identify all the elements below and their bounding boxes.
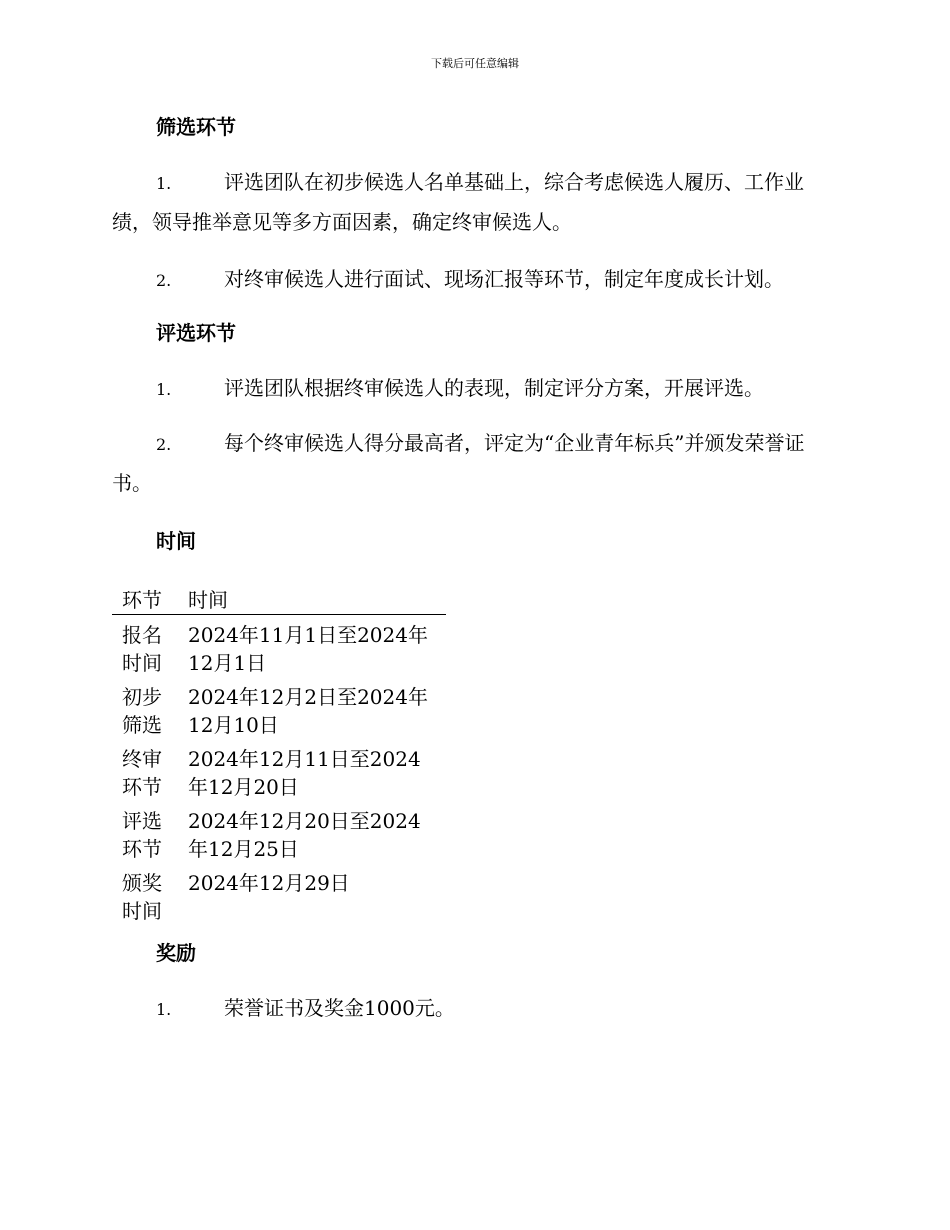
section-heading-selection: 评选环节	[156, 321, 236, 345]
list-item	[112, 424, 836, 502]
list-number: 1.	[156, 380, 172, 399]
list-text: 荣誉证书及奖金1000元。	[224, 996, 455, 1020]
section-heading-screening: 筛选环节	[156, 115, 236, 139]
table-cell-stage: 评选环节	[122, 809, 162, 861]
table-cell-time: 2024年12月20日至2024年12月25日	[188, 809, 421, 861]
column-header-time: 时间	[178, 582, 446, 615]
column-header-stage: 环节	[112, 582, 178, 615]
list-text: 评选团队根据终审候选人的表现，制定评分方案，开展评选。	[224, 376, 764, 400]
list-text: 每个终审候选人得分最高者，评定为“企业青年标兵”并颁发荣誉证书。	[112, 431, 805, 495]
table-row	[112, 677, 446, 739]
list-number: 2.	[156, 271, 172, 290]
list-item	[112, 163, 836, 241]
list-text: 对终审候选人进行面试、现场汇报等环节，制定年度成长计划。	[224, 267, 784, 291]
section-heading-rewards: 奖励	[156, 941, 196, 965]
list-number: 2.	[156, 435, 172, 454]
table-cell-time: 2024年11月1日至2024年12月1日	[188, 623, 428, 675]
table-cell-stage: 报名时间	[122, 623, 162, 675]
header-note: 下载后可任意编辑	[431, 57, 519, 70]
list-item	[112, 989, 836, 1029]
table-row	[112, 615, 446, 678]
list-item	[112, 369, 836, 409]
table-cell-stage: 终审环节	[122, 747, 162, 799]
list-number: 1.	[156, 1000, 172, 1019]
table-cell-time: 2024年12月29日	[188, 871, 350, 895]
table-cell-time: 2024年12月2日至2024年12月10日	[188, 685, 428, 737]
table-row	[112, 739, 446, 801]
schedule-table	[112, 582, 446, 925]
table-cell-time: 2024年12月11日至2024年12月20日	[188, 747, 421, 799]
table-cell-stage: 颁奖时间	[122, 871, 162, 923]
list-text: 评选团队在初步候选人名单基础上，综合考虑候选人履历、工作业绩，领导推举意见等多方面因素，确定终审候选人。	[112, 170, 804, 234]
list-number: 1.	[156, 174, 172, 193]
list-item	[112, 260, 836, 300]
table-header-row	[112, 582, 446, 615]
table-cell-stage: 初步筛选	[122, 685, 162, 737]
table-row	[112, 863, 446, 925]
section-heading-time: 时间	[156, 529, 196, 553]
table-row	[112, 801, 446, 863]
